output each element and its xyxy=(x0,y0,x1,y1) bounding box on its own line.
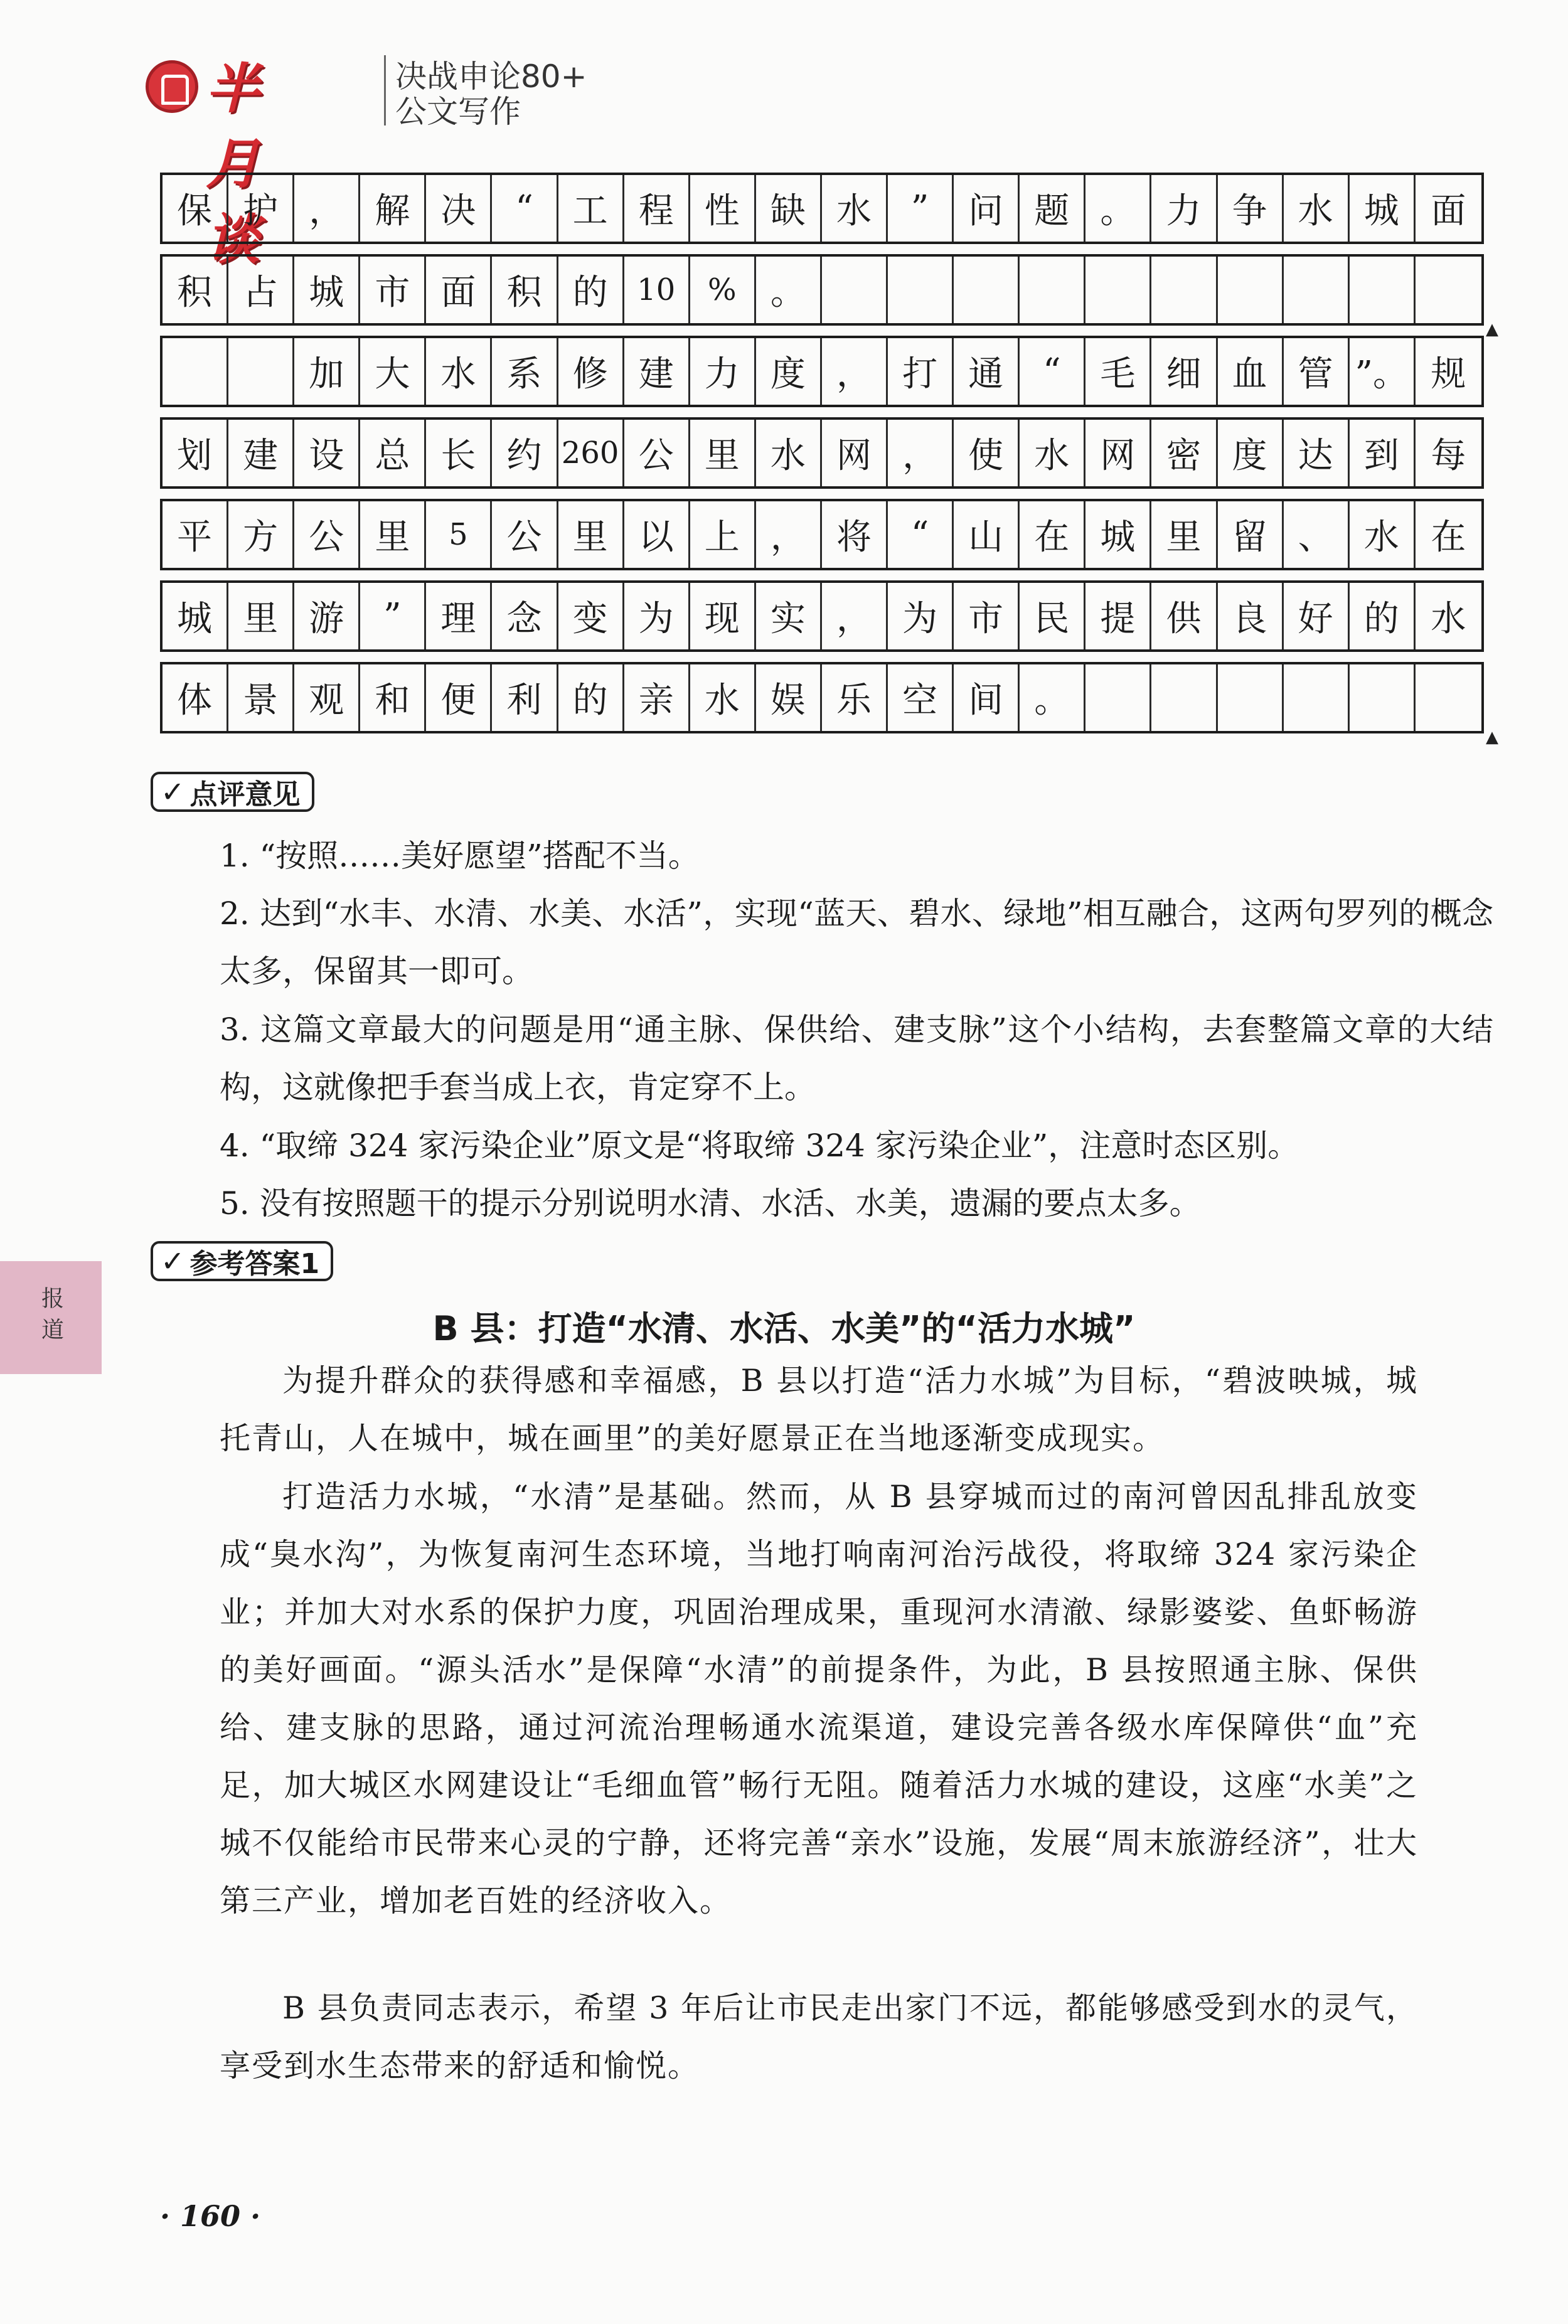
grid-cell: 总 xyxy=(360,420,426,486)
grid-cell: 里 xyxy=(690,420,756,486)
grid-cell xyxy=(1085,664,1151,731)
grid-cell: 观 xyxy=(294,664,360,731)
grid-cell xyxy=(1020,257,1085,323)
review-item: 5. 没有按照题干的提示分别说明水清、水活、水美，遗漏的要点太多。 xyxy=(220,1185,1201,1222)
grid-cell: 。 xyxy=(1085,175,1151,242)
grid-cell: 水 xyxy=(1284,175,1350,242)
grid-cell: 将 xyxy=(822,501,888,568)
review-item: 4. “取缔 324 家污染企业”原文是“将取缔 324 家污染企业”，注意时态区别。 xyxy=(220,1127,1299,1164)
grid-cell: 缺 xyxy=(756,175,822,242)
grid-cell: 设 xyxy=(294,420,360,486)
grid-cell: 实 xyxy=(756,583,822,649)
grid-cell: 体 xyxy=(163,664,228,731)
grid-cell: 景 xyxy=(228,664,294,731)
grid-cell: 城 xyxy=(163,583,228,649)
side-section-tab[interactable] xyxy=(0,1261,102,1374)
grid-cell: 提 xyxy=(1085,583,1151,649)
grid-cell: 打 xyxy=(888,338,954,405)
grid-cell: 市 xyxy=(954,583,1020,649)
grid-cell xyxy=(1151,664,1217,731)
grid-cell: 亲 xyxy=(624,664,690,731)
grid-cell: 间 xyxy=(954,664,1020,731)
check-icon: ✓ xyxy=(161,775,185,809)
grid-cell: ， xyxy=(756,501,822,568)
grid-cell: 水 xyxy=(690,664,756,731)
page-number: · 160 · xyxy=(160,2199,261,2233)
grid-cell: 大 xyxy=(360,338,426,405)
grid-cell: 理 xyxy=(426,583,492,649)
grid-cell: “ xyxy=(492,175,558,242)
grid-cell: ， xyxy=(822,338,888,405)
review-item: 3. 这篇文章最大的问题是用“通主脉、保供给、建支脉”这个小结构，去套整篇文章的大结构，这就像把手套当成上衣，肯定穿不上。 xyxy=(220,1011,1493,1106)
grid-cell: 积 xyxy=(492,257,558,323)
grid-cell: 里 xyxy=(558,501,624,568)
grid-row xyxy=(160,417,1484,489)
grid-cell xyxy=(1350,664,1416,731)
grid-cell: % xyxy=(690,257,756,323)
row-marker-icon: ▲ xyxy=(1486,320,1498,339)
grid-cell: 里 xyxy=(1151,501,1217,568)
answer-paragraph: 打造活力水城，“水清”是基础。然而，从 B 县穿城而过的南河曾因乱排乱放变成“臭水沟”，为恢复南河生态环境，当地打响南河治污战役，将取缔 324 家污染企业；并加大对水系的保护力度，巩固治理成果，重现河水清澈、绿影婆娑、鱼虾畅游的美好画面。“源头活水”是保障“水清”的前提条件，为此，B 县按照通主脉、保供给、建支脉的思路，通过河流治理畅通水流渠道，建设完善各级水库保障供“血”充足，加大城区水网建设让“毛细血管”畅行无阻。随着活力水城的建设，这座“水美”之城不仅能给市民带来心灵的宁静，还将完善“亲水”设施，发展“周末旅游经济”，壮大第三产业，增加老百姓的经济收入。 xyxy=(220,1479,1418,1919)
grid-cell: ”。 xyxy=(1350,338,1416,405)
grid-cell: 、 xyxy=(1284,501,1350,568)
grid-cell: 以 xyxy=(624,501,690,568)
grid-cell: ， xyxy=(822,583,888,649)
grid-cell: 每 xyxy=(1431,435,1466,476)
grid-cell: 建 xyxy=(624,338,690,405)
grid-cell: 山 xyxy=(954,501,1020,568)
grid-cell: 留 xyxy=(1218,501,1284,568)
grid-cell: 使 xyxy=(954,420,1020,486)
grid-cell: 娱 xyxy=(756,664,822,731)
grid-cell: 力 xyxy=(1151,175,1217,242)
grid-cell: 度 xyxy=(1218,420,1284,486)
grid-row xyxy=(160,580,1484,652)
grid-cell: “ xyxy=(1020,338,1085,405)
grid-cell: 水 xyxy=(426,338,492,405)
series-subtitle: 公文写作 xyxy=(395,93,521,130)
grid-cell: 260 xyxy=(558,420,624,486)
answer-paragraph: B 县负责同志表示，希望 3 年后让市民走出家门不远，都能够感受到水的灵气，享受到水生态带来的舒适和愉悦。 xyxy=(220,1990,1418,2084)
grid-cell xyxy=(1416,257,1481,323)
grid-cell: 的 xyxy=(558,257,624,323)
grid-cell xyxy=(1218,664,1284,731)
grid-cell: “ xyxy=(888,501,954,568)
header-divider xyxy=(384,55,386,125)
grid-cell: 平 xyxy=(163,501,228,568)
grid-cell xyxy=(1350,257,1416,323)
grid-cell: 决 xyxy=(426,175,492,242)
grid-cell: 水 xyxy=(1020,420,1085,486)
grid-cell: 通 xyxy=(954,338,1020,405)
review-item xyxy=(220,885,1493,1000)
answer-paragraph: 为提升群众的获得感和幸福感，B 县以打造“活力水城”为目标，“碧波映城，城托青山，人在城中，城在画里”的美好愿景正在当地逐渐变成现实。 xyxy=(220,1363,1418,1456)
grid-cell: 供 xyxy=(1151,583,1217,649)
grid-cell: 方 xyxy=(228,501,294,568)
grid-cell: 为 xyxy=(624,583,690,649)
grid-cell: 到 xyxy=(1350,420,1416,486)
grid-cell: 变 xyxy=(558,583,624,649)
grid-cell: 。 xyxy=(1020,664,1085,731)
grid-cell: 密 xyxy=(1151,420,1217,486)
grid-cell: 城 xyxy=(1085,501,1151,568)
grid-cell: ， xyxy=(888,420,954,486)
grid-cell: 好 xyxy=(1284,583,1350,649)
grid-cell: 和 xyxy=(360,664,426,731)
grid-cell: 题 xyxy=(1020,175,1085,242)
grid-cell: 管 xyxy=(1284,338,1350,405)
grid-cell xyxy=(1284,664,1350,731)
grid-cell: 力 xyxy=(690,338,756,405)
grid-cell: 程 xyxy=(624,175,690,242)
grid-cell: 民 xyxy=(1020,583,1085,649)
grid-cell: 规 xyxy=(1431,354,1466,395)
answer-title: B 县：打造“水清、水活、水美”的“活力水城” xyxy=(432,1309,1136,1348)
grid-cell: 问 xyxy=(954,175,1020,242)
grid-row xyxy=(160,499,1484,570)
grid-cell: ” xyxy=(888,175,954,242)
grid-cell: 念 xyxy=(492,583,558,649)
grid-cell: 利 xyxy=(492,664,558,731)
review-tag xyxy=(151,772,314,812)
review-item-text: 2. 达到“水丰、水清、水美、水活”，实现“蓝天、碧水、绿地”相互融合，这两句罗列的概念太多，保留其一即可。 xyxy=(220,895,1493,989)
grid-row xyxy=(160,662,1484,733)
grid-cell: 在 xyxy=(1020,501,1085,568)
brand-name: 半月谈 xyxy=(206,58,259,271)
grid-cell xyxy=(1151,257,1217,323)
grid-cell: 争 xyxy=(1218,175,1284,242)
check-icon: ✓ xyxy=(161,1244,185,1278)
grid-cell: 建 xyxy=(228,420,294,486)
grid-cell: 达 xyxy=(1284,420,1350,486)
grid-cell: 空 xyxy=(888,664,954,731)
grid-cell: 良 xyxy=(1218,583,1284,649)
grid-cell: 的 xyxy=(1350,583,1416,649)
grid-cell: 水 xyxy=(756,420,822,486)
grid-row xyxy=(160,173,1484,244)
grid-cell: 水 xyxy=(822,175,888,242)
grid-cell: 约 xyxy=(492,420,558,486)
grid-cell: 里 xyxy=(228,583,294,649)
row-marker-icon: ▲ xyxy=(1486,728,1498,747)
grid-cell xyxy=(163,338,228,405)
grid-cell: 划 xyxy=(163,420,228,486)
grid-cell: 修 xyxy=(558,338,624,405)
grid-cell xyxy=(1284,257,1350,323)
grid-cell xyxy=(1416,664,1481,731)
grid-cell: 市 xyxy=(360,257,426,323)
grid-cell: 的 xyxy=(558,664,624,731)
grid-cell: ” xyxy=(360,583,426,649)
grid-cell: 面 xyxy=(1431,191,1466,232)
review-item: 1. “按照……美好愿望”搭配不当。 xyxy=(220,838,700,874)
grid-cell: 现 xyxy=(690,583,756,649)
review-label: 点评意见 xyxy=(189,779,301,811)
grid-cell: 保 xyxy=(163,175,228,242)
grid-cell: 长 xyxy=(426,420,492,486)
grid-cell: 积 xyxy=(163,257,228,323)
answer-label: 参考答案1 xyxy=(189,1248,320,1280)
grid-cell xyxy=(1218,257,1284,323)
grid-cell: 乐 xyxy=(822,664,888,731)
grid-cell: 系 xyxy=(492,338,558,405)
answer-tag xyxy=(151,1241,333,1281)
grid-cell: 游 xyxy=(294,583,360,649)
grid-cell: 城 xyxy=(294,257,360,323)
grid-cell: 网 xyxy=(822,420,888,486)
grid-row xyxy=(160,254,1484,326)
series-title: 决战申论80+ xyxy=(395,58,587,95)
grid-cell xyxy=(954,257,1020,323)
grid-cell: 公 xyxy=(624,420,690,486)
grid-cell: 血 xyxy=(1218,338,1284,405)
grid-cell: 便 xyxy=(426,664,492,731)
grid-cell: 水 xyxy=(1350,501,1416,568)
grid-cell: 占 xyxy=(228,257,294,323)
grid-row xyxy=(160,336,1484,407)
grid-cell: 公 xyxy=(294,501,360,568)
grid-cell xyxy=(1085,257,1151,323)
grid-cell xyxy=(228,338,294,405)
brand-logo-icon xyxy=(146,60,198,113)
grid-cell: 水 xyxy=(1431,599,1466,639)
grid-cell: 。 xyxy=(756,257,822,323)
grid-cell: 毛 xyxy=(1085,338,1151,405)
grid-cell: 解 xyxy=(360,175,426,242)
grid-cell: 5 xyxy=(426,501,492,568)
grid-cell xyxy=(822,257,888,323)
grid-cell: 工 xyxy=(558,175,624,242)
grid-cell: 里 xyxy=(360,501,426,568)
grid-cell: 10 xyxy=(624,257,690,323)
grid-cell: 加 xyxy=(294,338,360,405)
grid-cell: 为 xyxy=(888,583,954,649)
grid-cell: 上 xyxy=(690,501,756,568)
grid-cell xyxy=(888,257,954,323)
grid-cell: ， xyxy=(294,175,360,242)
grid-cell: 城 xyxy=(1350,175,1416,242)
grid-cell: 面 xyxy=(426,257,492,323)
grid-cell: 在 xyxy=(1431,517,1466,558)
grid-cell: 度 xyxy=(756,338,822,405)
grid-cell: 网 xyxy=(1085,420,1151,486)
grid-cell: 公 xyxy=(492,501,558,568)
grid-cell: 护 xyxy=(228,175,294,242)
grid-cell: 性 xyxy=(690,175,756,242)
side-tab-label: 报道 xyxy=(38,1286,64,1349)
grid-cell: 细 xyxy=(1151,338,1217,405)
